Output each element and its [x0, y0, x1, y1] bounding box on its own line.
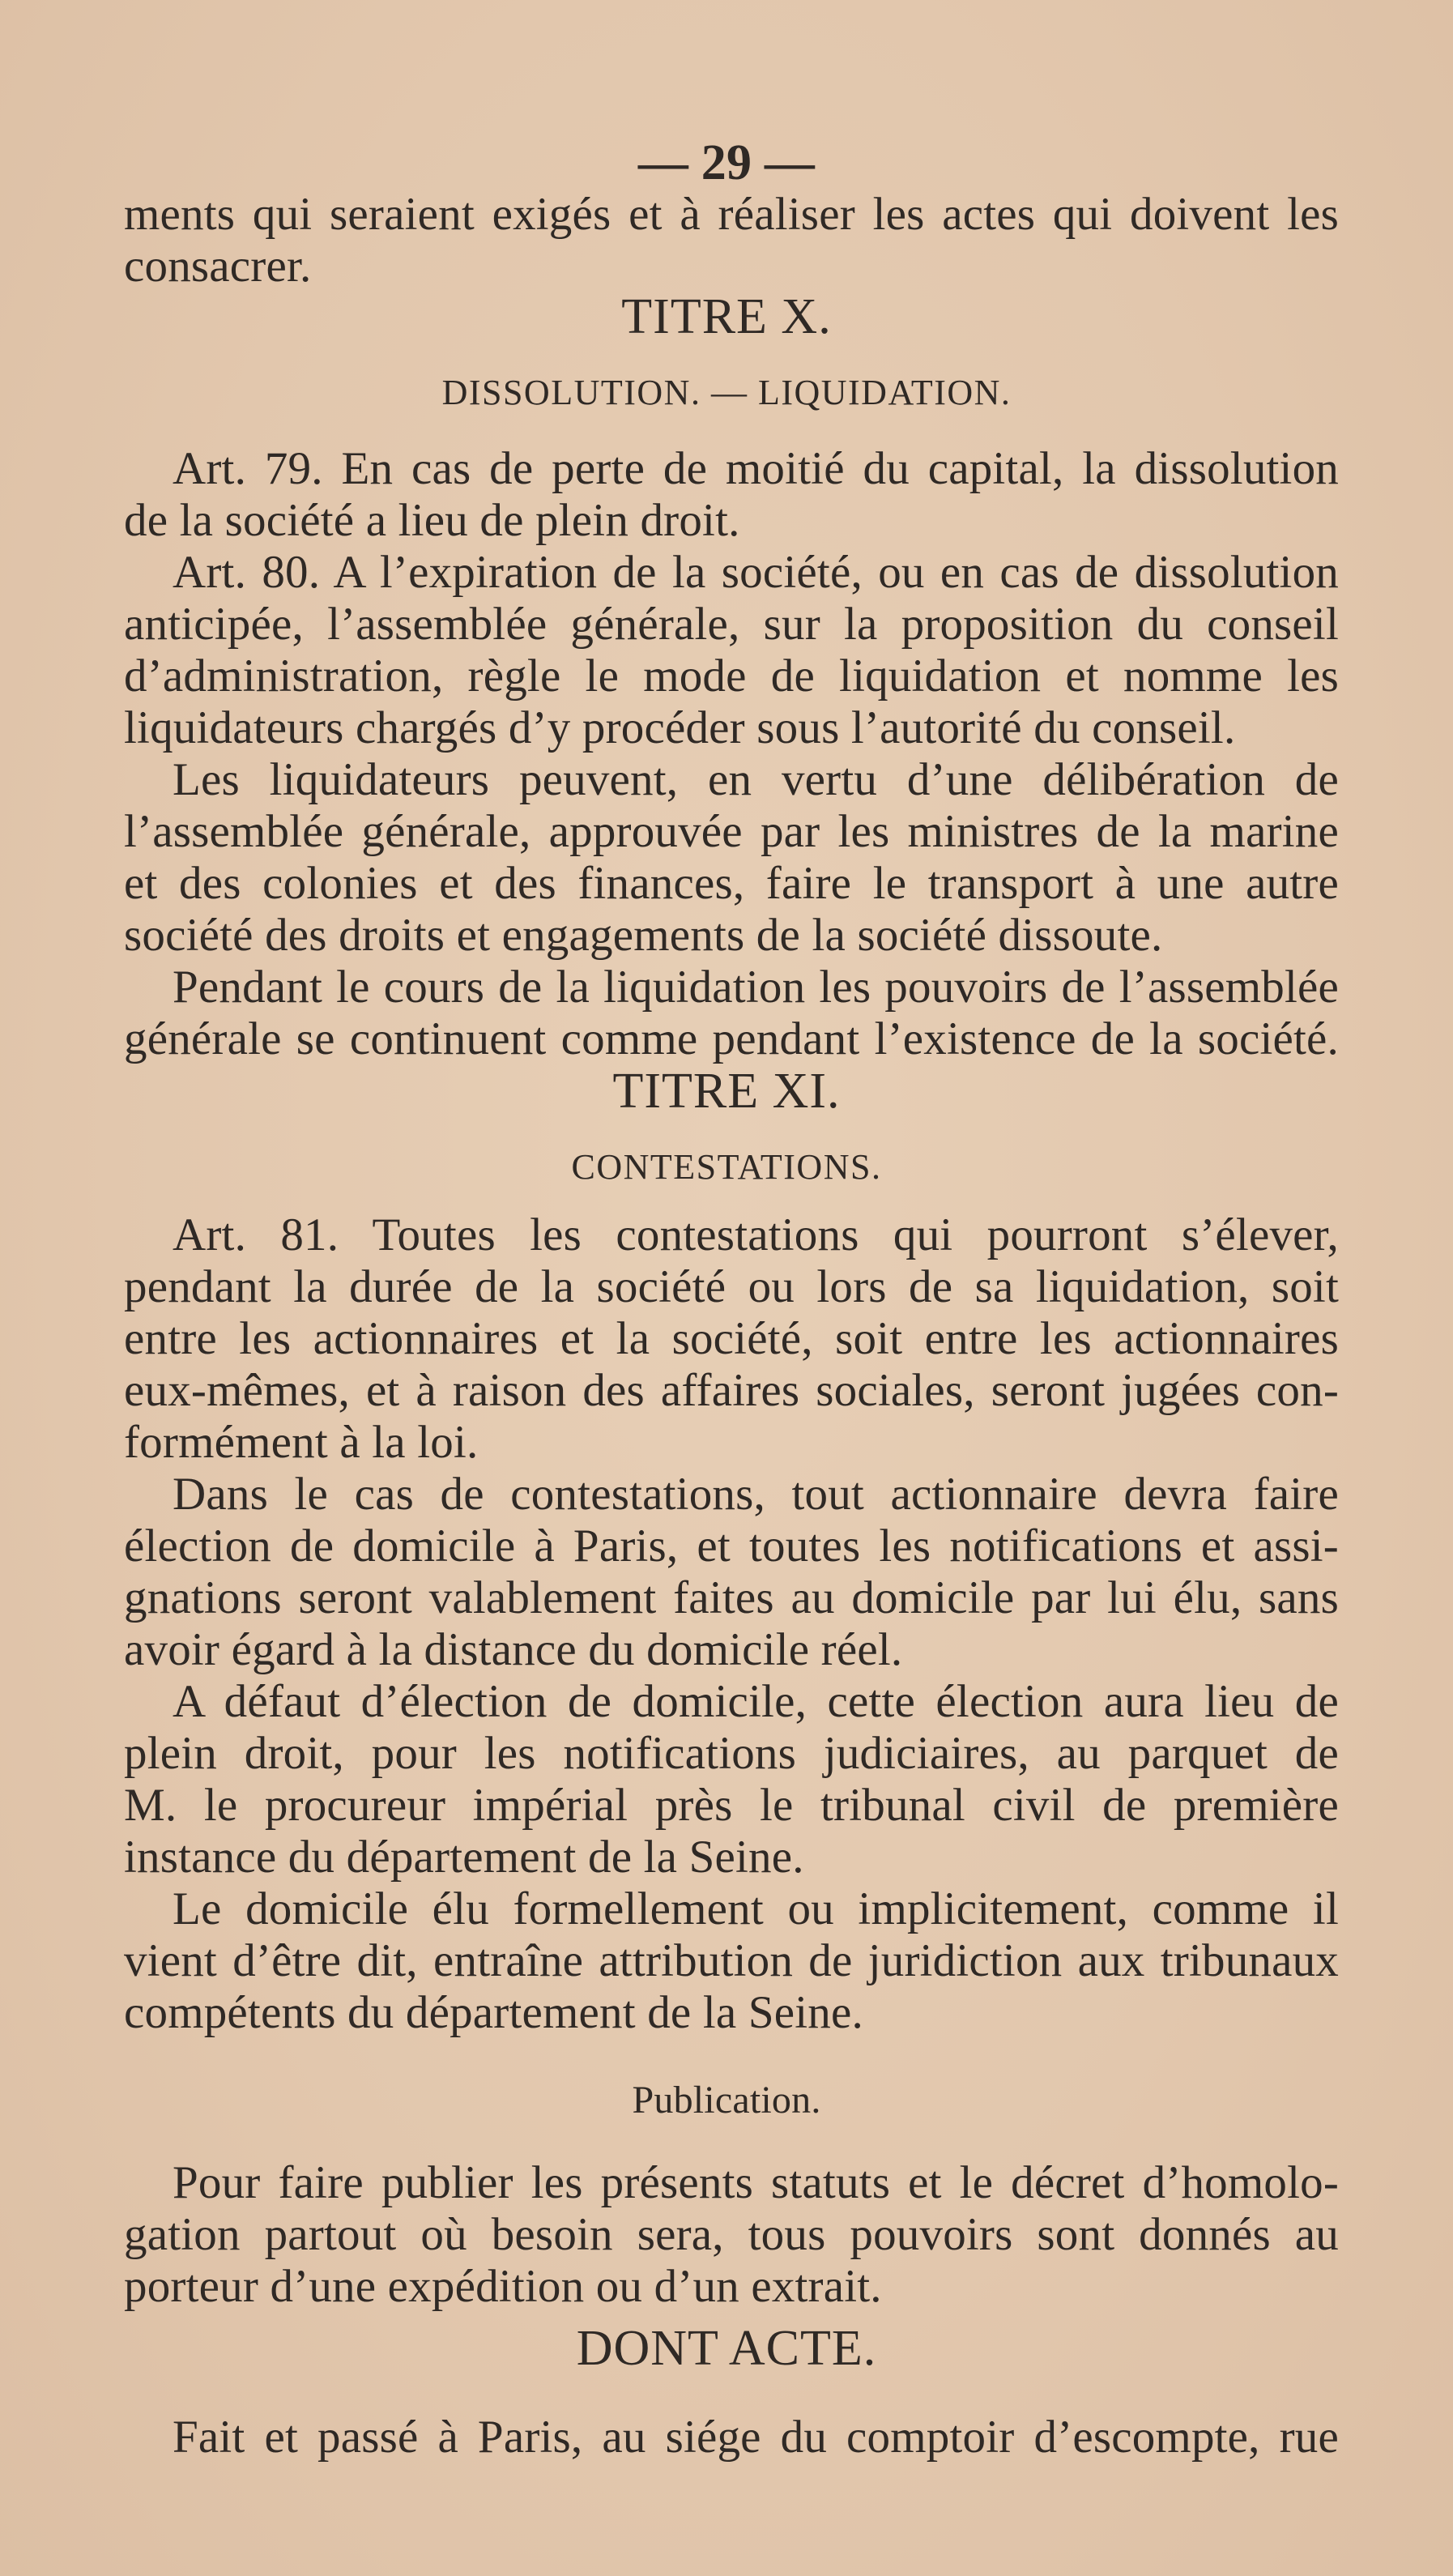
text-line: Le domicile élu formellement ou implicitement, comme il [173, 1883, 1339, 1934]
section-title: TITRE X. [621, 289, 832, 344]
text-line: instance du département de la Seine. [124, 1832, 804, 1883]
text-line: d’administration, règle le mode de liquidation et nomme les [124, 650, 1339, 702]
text-line: plein droit, pour les notifications judiciaires, au parquet de [124, 1728, 1339, 1779]
publication-heading: Publication. [632, 2079, 821, 2122]
text-line: générale se continuent comme pendant l’existence de la société. [124, 1013, 1339, 1064]
text-line: gnations seront valablement faites au domicile par lui élu, sans [124, 1572, 1339, 1623]
text-line: l’assemblée générale, approuvée par les ministres de la marine [124, 806, 1339, 857]
text-line: de la société a lieu de plein droit. [124, 495, 740, 546]
text-line: anticipée, l’assemblée générale, sur la proposition du conseil [124, 599, 1339, 650]
text-line: Art. 81. Toutes les contestations qui pourront s’élever, [173, 1209, 1339, 1260]
closing-heading: DONT ACTE. [576, 2321, 877, 2376]
text-line: entre les actionnaires et la société, soit entre les actionnaires [124, 1313, 1339, 1364]
text-line: pendant la durée de la société ou lors de sa liquidation, soit [124, 1261, 1339, 1312]
text-line: Pendant le cours de la liquidation les pouvoirs de l’assemblée [173, 962, 1339, 1013]
text-line: compétents du département de la Seine. [124, 1987, 863, 2038]
text-line: M. le procureur impérial près le tribunal civil de première [124, 1780, 1339, 1831]
section-subtitle: DISSOLUTION. — LIQUIDATION. [441, 373, 1012, 412]
text-line: Pour faire publier les présents statuts et le décret d’homolo- [173, 2157, 1339, 2208]
text-line: A défaut d’élection de domicile, cette élection aura lieu de [173, 1676, 1339, 1727]
text-line: société des droits et engagements de la société dissoute. [124, 910, 1163, 961]
text-line: ments qui seraient exigés et à réaliser les actes qui doivent les [124, 189, 1339, 240]
text-line: gation partout où besoin sera, tous pouvoirs sont donnés au [124, 2209, 1339, 2260]
text-line: vient d’être dit, entraîne attribution de juridiction aux tribunaux [124, 1935, 1339, 1986]
text-line: Dans le cas de contestations, tout actionnaire devra faire [173, 1469, 1339, 1520]
text-line: avoir égard à la distance du domicile réel. [124, 1624, 903, 1675]
text-line: eux-mêmes, et à raison des affaires sociales, seront jugées con- [124, 1365, 1339, 1416]
text-line: consacrer. [124, 241, 312, 292]
page-number: — 29 — [637, 135, 816, 190]
text-line: Art. 80. A l’expiration de la société, ou en cas de dissolution [173, 547, 1339, 598]
text-line: et des colonies et des finances, faire le transport à une autre [124, 858, 1339, 909]
text-line: Fait et passé à Paris, au siége du comptoir d’escompte, rue [173, 2412, 1339, 2463]
text-line: Art. 79. En cas de perte de moitié du capital, la dissolution [173, 443, 1339, 494]
text-line: porteur d’une expédition ou d’un extrait. [124, 2261, 882, 2312]
text-line: élection de domicile à Paris, et toutes les notifications et assi- [124, 1520, 1339, 1572]
section-subtitle: CONTESTATIONS. [571, 1147, 882, 1187]
text-line: Les liquidateurs peuvent, en vertu d’une délibération de [173, 754, 1339, 805]
text-line: liquidateurs chargés d’y procéder sous l’autorité du conseil. [124, 702, 1236, 753]
section-title: TITRE XI. [612, 1064, 841, 1119]
text-line: formément à la loi. [124, 1417, 479, 1468]
